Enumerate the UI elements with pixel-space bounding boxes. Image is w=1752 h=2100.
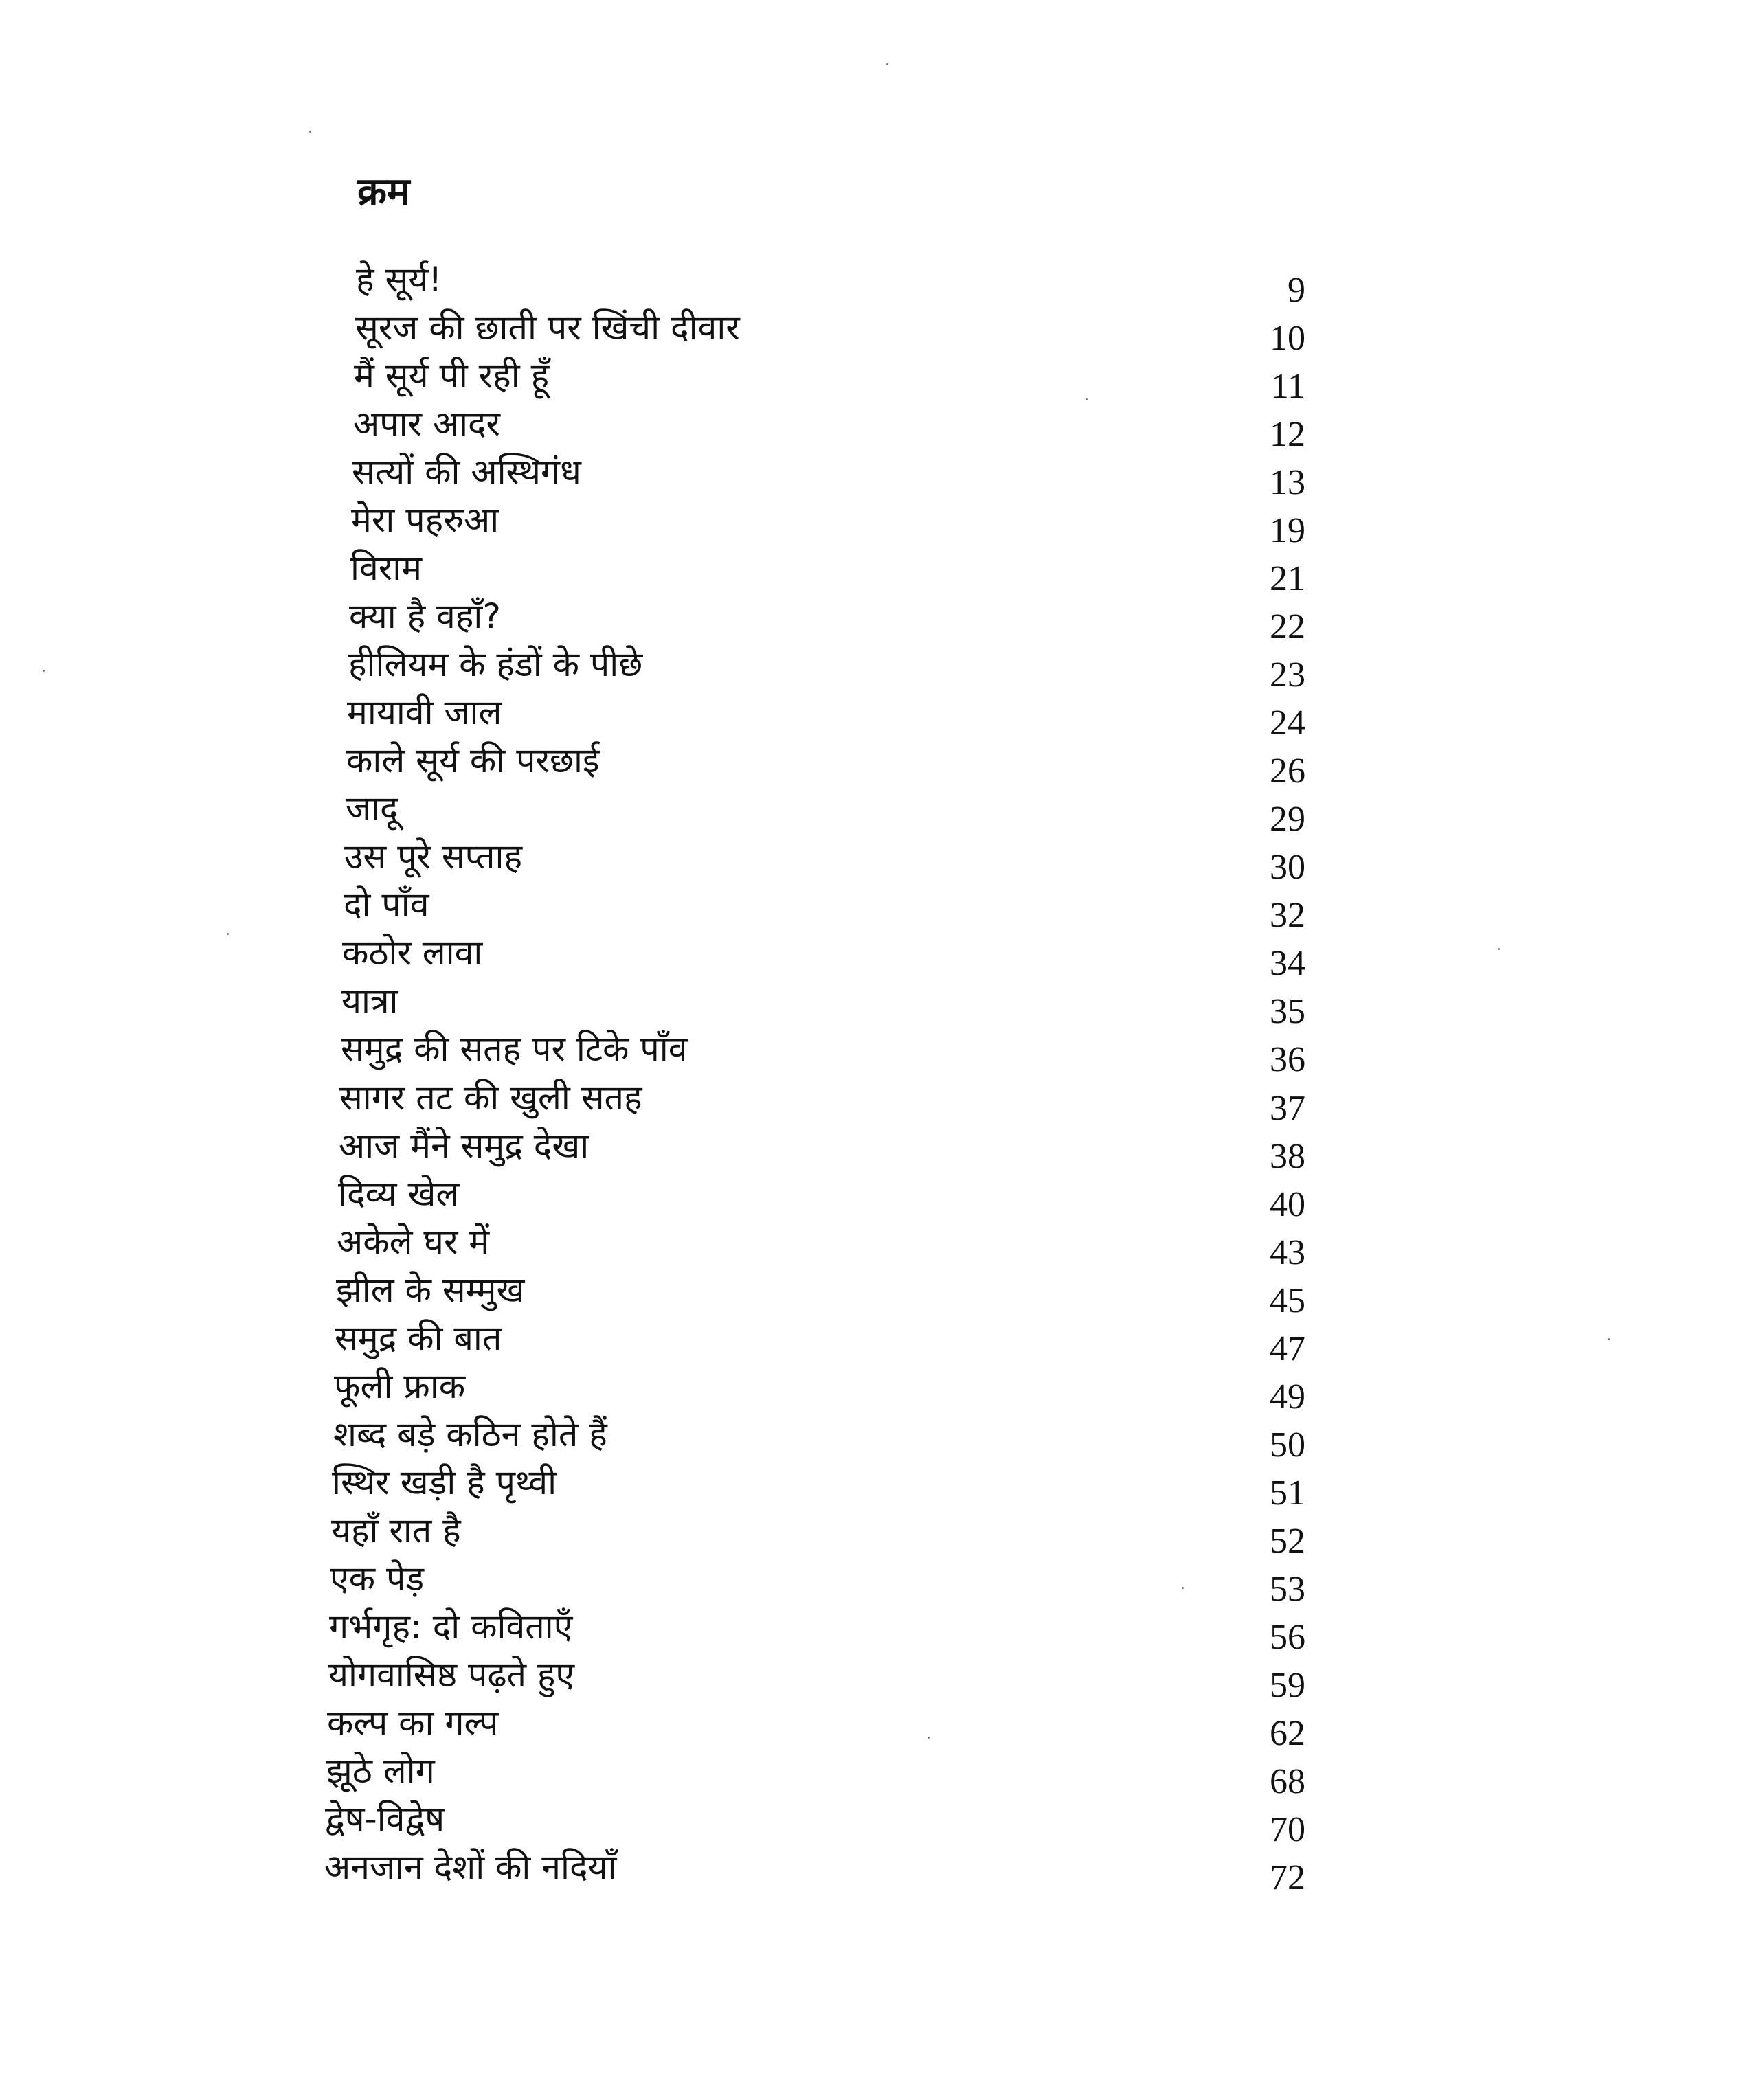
entry-page-number: 50 — [1270, 1425, 1305, 1465]
entry-page-number: 59 — [1270, 1666, 1305, 1705]
entry-title: जादू — [346, 789, 398, 828]
entry-page-number: 19 — [1270, 511, 1305, 550]
entry-title: हे सूर्य! — [356, 260, 442, 300]
toc-entry — [0, 977, 1752, 1031]
entry-title: दो पाँव — [344, 885, 429, 925]
toc-entry — [0, 833, 1752, 887]
entry-page-number: 13 — [1270, 463, 1305, 502]
entry-title: झूठे लोग — [326, 1751, 435, 1791]
entry-title: अपार आदर — [353, 404, 500, 444]
entry-page-number: 21 — [1270, 559, 1305, 598]
toc-entry — [0, 929, 1752, 983]
toc-entry — [0, 1603, 1752, 1657]
entry-title: अकेले घर में — [337, 1222, 490, 1262]
toc-entry — [0, 496, 1752, 550]
toc-entry — [0, 1506, 1752, 1561]
entry-title: मैं सूर्य पी रही हूँ — [354, 356, 550, 396]
toc-entry — [0, 304, 1752, 358]
entry-page-number: 34 — [1270, 944, 1305, 983]
entry-title: सागर तट की खुली सतह — [339, 1078, 642, 1118]
entry-page-number: 22 — [1270, 607, 1305, 646]
entry-title: आज मैंने समुद्र देखा — [339, 1126, 589, 1166]
entry-page-number: 36 — [1270, 1040, 1305, 1079]
entry-title: मायावी जाल — [347, 692, 502, 732]
entry-title: एक पेड़ — [330, 1559, 425, 1599]
entry-page-number: 12 — [1270, 415, 1305, 454]
scan-speck — [1498, 948, 1500, 950]
toc-entry — [0, 352, 1752, 406]
toc-entry — [0, 881, 1752, 935]
toc-entry — [0, 1458, 1752, 1513]
entry-page-number: 11 — [1270, 367, 1305, 406]
toc-entry — [0, 448, 1752, 502]
scan-speck — [886, 63, 888, 65]
toc-entry — [0, 640, 1752, 695]
entry-title: समुद्र की सतह पर टिके पाँव — [341, 1029, 688, 1069]
entry-title: योगवासिष्ठ पढ़ते हुए — [328, 1655, 575, 1695]
entry-title: क्या है वहाँ? — [349, 596, 501, 636]
entry-title: मेरा पहरुआ — [351, 500, 499, 540]
scan-speck — [1608, 1338, 1610, 1340]
toc-entry — [0, 1699, 1752, 1753]
entry-page-number: 43 — [1270, 1233, 1305, 1272]
entry-page-number: 26 — [1270, 752, 1305, 791]
entry-page-number: 32 — [1270, 896, 1305, 935]
entry-page-number: 30 — [1270, 848, 1305, 887]
toc-heading: क्रम — [357, 170, 410, 214]
entry-title: समुद्र की बात — [335, 1318, 502, 1358]
entry-page-number: 35 — [1270, 992, 1305, 1031]
entry-page-number: 52 — [1270, 1522, 1305, 1561]
entry-title: द्वेष-विद्वेष — [325, 1799, 445, 1839]
scan-speck — [227, 933, 229, 935]
toc-entry — [0, 1843, 1752, 1897]
entry-title: गर्भगृह: दो कविताएँ — [329, 1607, 573, 1647]
toc-entry — [0, 256, 1752, 310]
toc-entry — [0, 544, 1752, 598]
entry-title: फूली फ्राक — [334, 1366, 466, 1406]
entry-title: उस पूरे सप्ताह — [344, 837, 523, 877]
entry-page-number: 68 — [1270, 1762, 1305, 1801]
toc-entry — [0, 1362, 1752, 1416]
scan-speck — [1182, 1587, 1184, 1589]
toc-entry — [0, 1218, 1752, 1272]
entry-page-number: 23 — [1270, 655, 1305, 695]
entry-title: कल्प का गल्प — [327, 1703, 499, 1743]
entry-page-number: 37 — [1270, 1089, 1305, 1128]
toc-entry — [0, 400, 1752, 454]
entry-page-number: 49 — [1270, 1377, 1305, 1416]
entry-page-number: 51 — [1270, 1474, 1305, 1513]
entry-page-number: 9 — [1288, 271, 1305, 310]
entry-title: यहाँ रात है — [331, 1511, 461, 1550]
toc-entry — [0, 1555, 1752, 1609]
entry-page-number: 29 — [1270, 800, 1305, 839]
entry-title: काले सूर्य की परछाई — [346, 741, 600, 780]
toc-entry — [0, 1747, 1752, 1801]
entry-title: सूरज की छाती पर खिंची दीवार — [355, 308, 740, 348]
entry-title: कठोर लावा — [342, 933, 483, 973]
entry-page-number: 72 — [1270, 1858, 1305, 1897]
entry-page-number: 38 — [1270, 1137, 1305, 1176]
toc-entry — [0, 688, 1752, 743]
entry-page-number: 40 — [1270, 1185, 1305, 1224]
entry-title: शब्द बड़े कठिन होते हैं — [333, 1414, 607, 1454]
toc-entry — [0, 784, 1752, 839]
entry-page-number: 62 — [1270, 1714, 1305, 1753]
entry-title: सत्यों की अस्थिगंध — [352, 452, 581, 492]
entry-page-number: 45 — [1270, 1281, 1305, 1320]
toc-entry — [0, 1651, 1752, 1705]
entry-page-number: 70 — [1270, 1810, 1305, 1849]
entry-title: स्थिर खड़ी है पृथ्वी — [332, 1463, 557, 1502]
entry-title: अनजान देशों की नदियाँ — [324, 1847, 617, 1887]
entry-title: हीलियम के हंडों के पीछे — [348, 644, 643, 684]
toc-entry — [0, 1266, 1752, 1320]
entry-page-number: 47 — [1270, 1329, 1305, 1368]
entry-title: दिव्य खेल — [338, 1174, 460, 1214]
entry-title: यात्रा — [341, 981, 398, 1021]
entry-page-number: 10 — [1270, 319, 1305, 358]
entry-page-number: 24 — [1270, 703, 1305, 743]
entry-title: झील के सम्मुख — [336, 1270, 525, 1310]
scan-speck — [309, 131, 311, 133]
entry-title: विराम — [350, 548, 423, 588]
toc-entry — [0, 1074, 1752, 1128]
toc-entry — [0, 592, 1752, 646]
toc-entry — [0, 1314, 1752, 1368]
toc-entry — [0, 1410, 1752, 1465]
toc-entry — [0, 736, 1752, 791]
toc-entry — [0, 1795, 1752, 1849]
entry-page-number: 53 — [1270, 1570, 1305, 1609]
toc-entry — [0, 1025, 1752, 1079]
toc-entry — [0, 1170, 1752, 1224]
scan-speck — [43, 670, 45, 672]
toc-entry — [0, 1122, 1752, 1176]
scan-speck — [928, 1737, 930, 1739]
entry-page-number: 56 — [1270, 1618, 1305, 1657]
scan-speck — [1086, 398, 1088, 400]
